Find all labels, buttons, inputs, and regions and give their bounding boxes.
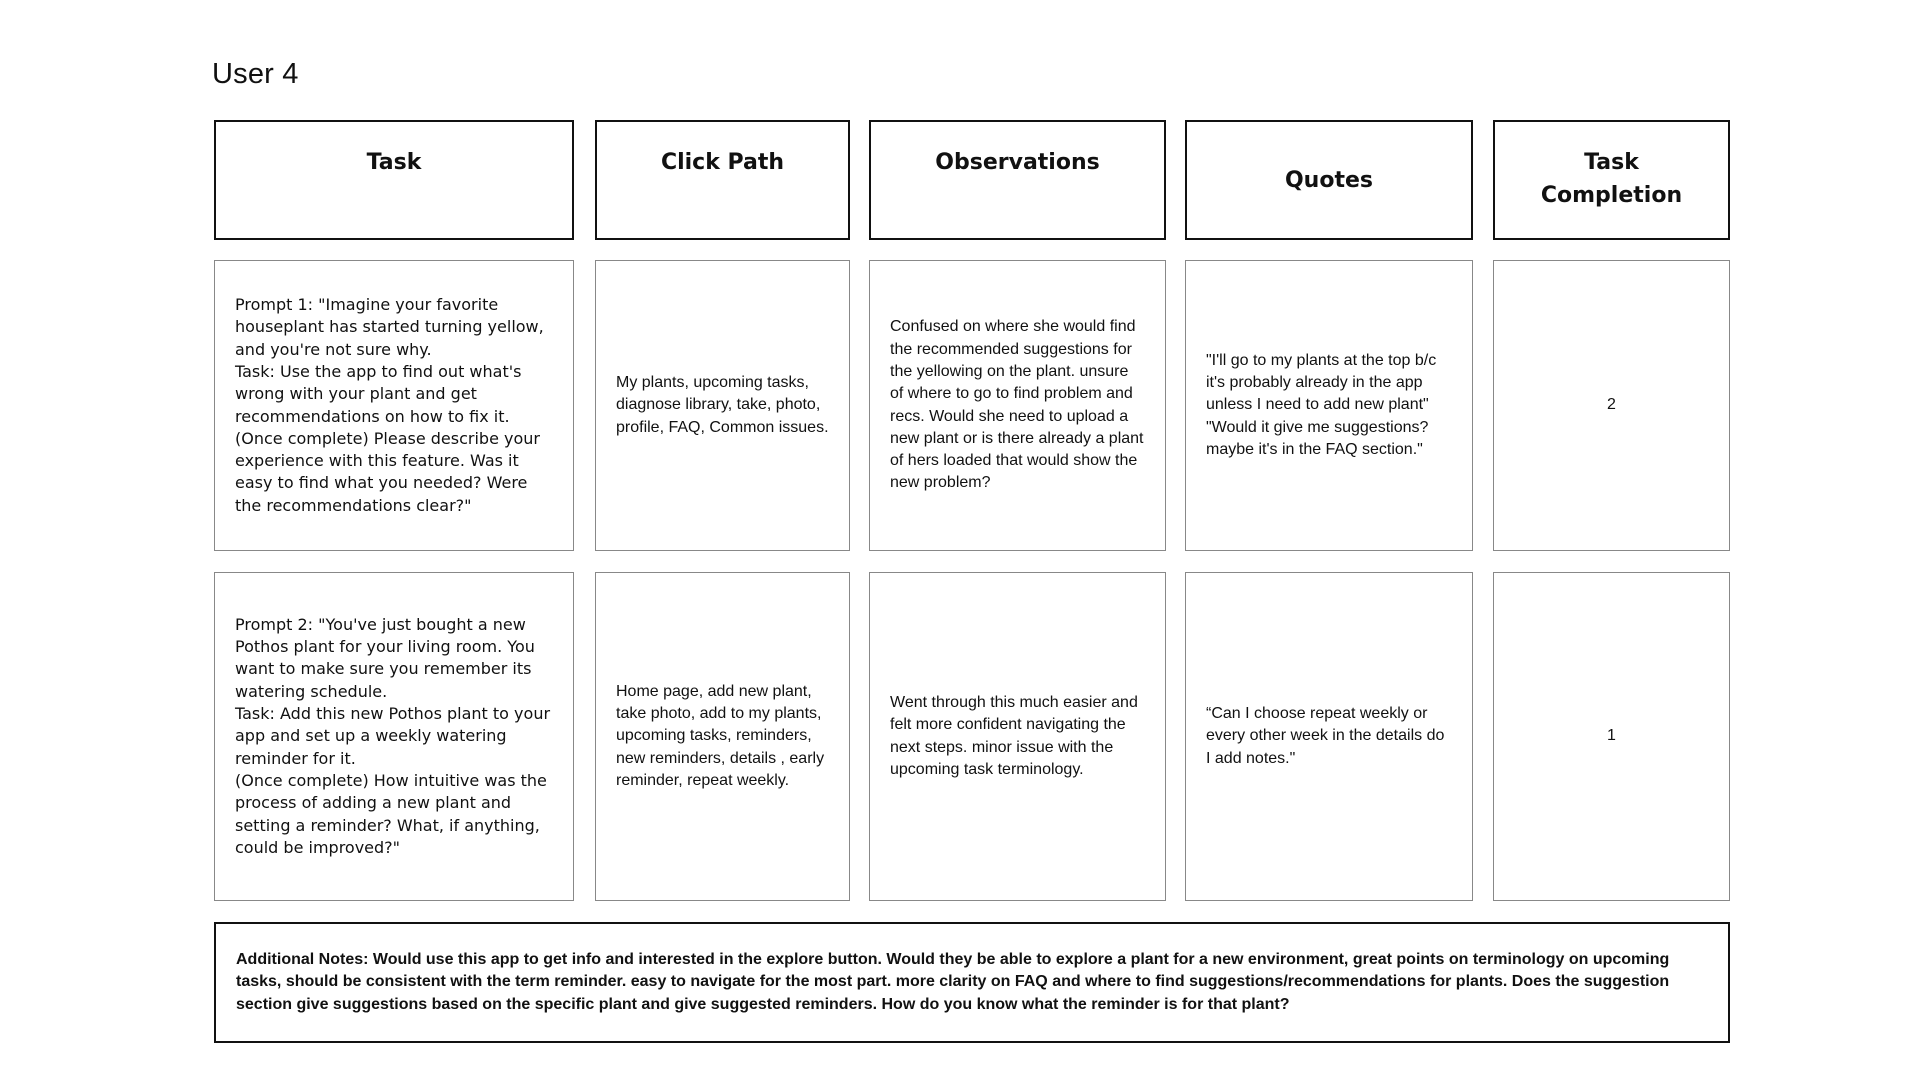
- quotes-text: "I'll go to my plants at the top b/c it's probably already in the app unless I need to add new plant" "Would it give me suggestions? maybe it's in the FAQ section.": [1206, 351, 1437, 458]
- table-row-1-observations: [869, 260, 1166, 551]
- table-row-2-click-path: [595, 572, 850, 901]
- header-task-completion-label: Task Completion: [1540, 150, 1683, 208]
- task-completion-score: 2: [1607, 396, 1616, 414]
- header-observations: [869, 120, 1166, 240]
- task-description: Prompt 2: "You've just bought a new Pothos plant for your living room. You want to make sure you remember its watering schedule. Task: Add this new Pothos plant to your app and set up a weekly watering reminder for it. (Once complete) How intuitive was the process of adding a new plant and setting a reminder? What, if anything, could be improved?": [235, 614, 551, 857]
- header-task-completion: [1493, 120, 1730, 240]
- page-title: User 4: [212, 58, 299, 90]
- additional-notes: [214, 922, 1730, 1043]
- header-quotes-label: Quotes: [1284, 167, 1373, 193]
- click-path-text: Home page, add new plant, take photo, add to my plants, upcoming tasks, reminders, new reminders, details , early reminder, repeat weekly.: [616, 682, 825, 789]
- task-description: Prompt 1: "Imagine your favorite houseplant has started turning yellow, and you're not sure why. Task: Use the app to find out what's wrong with your plant and get recommendations on how to fix it. (Once complete) Please describe your experience with this feature. Was it easy to find what you needed? Were the recommendations clear?": [235, 295, 544, 515]
- header-click-path-label: Click Path: [660, 150, 785, 175]
- header-task: [214, 120, 574, 240]
- table-row-2-completion: [1493, 572, 1730, 901]
- table-row-1-completion: [1493, 260, 1730, 551]
- observations-text: Went through this much easier and felt more confident navigating the next steps. minor issue with the upcoming task terminology.: [890, 693, 1138, 778]
- header-observations-label: Observations: [935, 150, 1100, 175]
- header-quotes: [1185, 120, 1473, 240]
- task-completion-score: 1: [1607, 727, 1616, 745]
- header-click-path: [595, 120, 850, 240]
- click-path-text: My plants, upcoming tasks, diagnose library, take, photo, profile, FAQ, Common issues.: [616, 374, 829, 436]
- table-row-2-observations: [869, 572, 1166, 901]
- quotes-text: “Can I choose repeat weekly or every other week in the details do I add notes.": [1206, 705, 1445, 767]
- table-row-1-click-path: [595, 260, 850, 551]
- table-row-1-quotes: [1185, 260, 1473, 551]
- table-row-2-task: [214, 572, 574, 901]
- observations-text: Confused on where she would find the recommended suggestions for the yellowing on the plant. unsure of where to go to find problem and recs. Would she need to upload a new plant or is there already a plant of hers loaded that would show the new problem?: [890, 318, 1144, 492]
- additional-notes-text: Additional Notes: Would use this app to get info and interested in the explore button. Would they be able to explore a plant for a new environment, great points on terminology on upcoming tasks, should be consistent with the term reminder. easy to navigate for the most part. more clarity on FAQ and where to find suggestions/recommendations for plants. Does the suggestion section give suggestions based on the specific plant and give suggested reminders. How do you know what the reminder is for that plant?: [236, 951, 1670, 1013]
- table-row-2-quotes: [1185, 572, 1473, 901]
- table-row-1-task: [214, 260, 574, 551]
- header-task-label: Task: [366, 150, 422, 175]
